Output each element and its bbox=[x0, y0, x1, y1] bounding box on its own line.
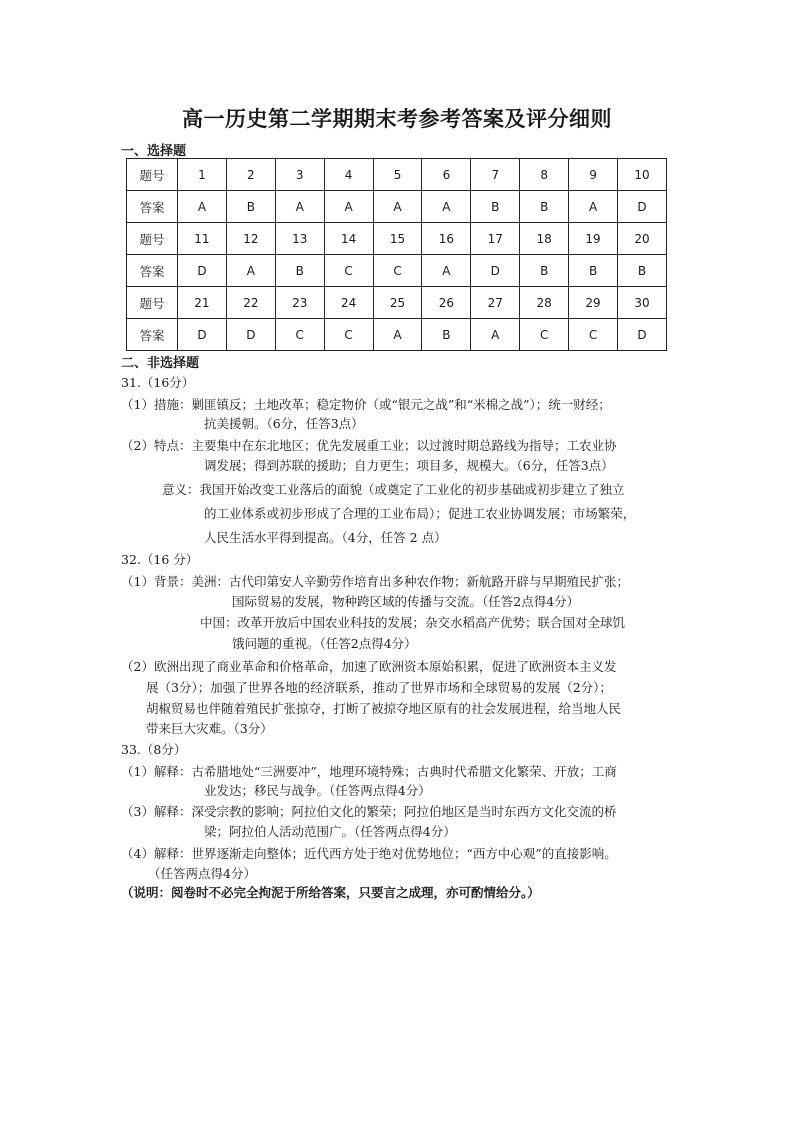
grading-note: （说明：阅卷时不必完全拘泥于所给答案，只要言之成理，亦可酌情给分。） bbox=[121, 885, 540, 900]
table-cell: A bbox=[422, 191, 471, 223]
answer-line: （1）解释：古希腊地处“三洲要冲”，地理环境特殊；古典时代希腊文化繁荣、开放；工商 bbox=[121, 764, 617, 779]
answer-line: （3）解释：深受宗教的影响；阿拉伯文化的繁荣；阿拉伯地区是当时东西方文化交流的桥 bbox=[121, 804, 617, 819]
table-cell: 2 bbox=[226, 159, 275, 191]
table-cell: 15 bbox=[373, 223, 422, 255]
table-row bbox=[127, 287, 667, 319]
table-cell: 20 bbox=[618, 223, 667, 255]
answer-line: （2）特点：主要集中在东北地区；优先发展重工业；以过渡时期总路线为指导；工农业协 bbox=[121, 438, 617, 453]
table-cell: A bbox=[373, 191, 422, 223]
table-cell: 6 bbox=[422, 159, 471, 191]
table-cell: 24 bbox=[324, 287, 373, 319]
table-cell: 22 bbox=[226, 287, 275, 319]
table-cell: C bbox=[373, 255, 422, 287]
table-cell: D bbox=[618, 191, 667, 223]
table-cell: A bbox=[569, 191, 618, 223]
answer-line: （2）欧洲出现了商业革命和价格革命，加速了欧洲资本原始积累，促进了欧洲资本主义发 bbox=[121, 659, 617, 674]
table-cell: C bbox=[275, 319, 324, 351]
table-cell: B bbox=[520, 191, 569, 223]
answer-line: 带来巨大灾难。（3分） bbox=[146, 721, 273, 736]
answer-line: 业发达；移民与战争。（任答两点得4分） bbox=[204, 783, 431, 798]
table-cell: A bbox=[422, 255, 471, 287]
table-cell: 1 bbox=[178, 159, 227, 191]
answer-line: 的工业体系或初步形成了合理的工业布局）；促进工农业协调发展；市场繁荣， bbox=[204, 506, 636, 521]
table-cell: 18 bbox=[520, 223, 569, 255]
answer-line: 梁；阿拉伯人活动范围广。（任答两点得4分） bbox=[204, 824, 456, 839]
table-cell: 8 bbox=[520, 159, 569, 191]
table-cell: 19 bbox=[569, 223, 618, 255]
answer-line: 调发展；得到苏联的援助；自力更生；项目多，规模大。（6分，任答3点） bbox=[204, 458, 614, 473]
answer-line: 意义：我国开始改变工业落后的面貌（或奠定了工业化的初步基础或初步建立了独立 bbox=[162, 482, 625, 497]
answer-line: 抗美援朝。（6分，任答3点） bbox=[204, 416, 364, 431]
table-cell: 17 bbox=[471, 223, 520, 255]
table-cell: 25 bbox=[373, 287, 422, 319]
table-cell: B bbox=[618, 255, 667, 287]
table-cell: D bbox=[178, 255, 227, 287]
table-cell: A bbox=[373, 319, 422, 351]
table-cell: B bbox=[471, 191, 520, 223]
table-cell: C bbox=[324, 319, 373, 351]
section-essay-heading: 二、非选择题 bbox=[121, 356, 200, 371]
table-cell: A bbox=[275, 191, 324, 223]
table-cell: 11 bbox=[178, 223, 227, 255]
table-row bbox=[127, 159, 667, 191]
section-choice-heading: 一、选择题 bbox=[121, 144, 187, 159]
table-row bbox=[127, 223, 667, 255]
table-cell: 23 bbox=[275, 287, 324, 319]
table-cell: 30 bbox=[618, 287, 667, 319]
table-cell: 12 bbox=[226, 223, 275, 255]
table-cell: 7 bbox=[471, 159, 520, 191]
table-cell: 14 bbox=[324, 223, 373, 255]
table-cell: B bbox=[226, 191, 275, 223]
table-cell: A bbox=[471, 319, 520, 351]
table-cell: 27 bbox=[471, 287, 520, 319]
table-cell: B bbox=[422, 319, 471, 351]
table-cell: D bbox=[618, 319, 667, 351]
row-header: 题号 bbox=[127, 287, 178, 319]
answer-line: 中国：改革开放后中国农业科技的发展；杂交水稻高产优势；联合国对全球饥 bbox=[200, 615, 626, 630]
answer-line: （1）背景：美洲：古代印第安人辛勤劳作培育出多种农作物；新航路开辟与早期殖民扩张； bbox=[121, 574, 629, 589]
table-cell: 28 bbox=[520, 287, 569, 319]
table-cell: D bbox=[178, 319, 227, 351]
table-cell: A bbox=[226, 255, 275, 287]
answer-table bbox=[126, 158, 667, 351]
answer-line: 33.（8分） bbox=[121, 742, 187, 757]
table-cell: 21 bbox=[178, 287, 227, 319]
answer-line: 胡椒贸易也伴随着殖民扩张掠夺，打断了被掠夺地区原有的社会发展进程，给当地人民 bbox=[146, 701, 622, 716]
table-cell: 29 bbox=[569, 287, 618, 319]
answer-line: 31.（16分） bbox=[121, 375, 195, 390]
table-cell: C bbox=[324, 255, 373, 287]
table-cell: A bbox=[178, 191, 227, 223]
answer-line: 饿问题的重视。（任答2点得4分） bbox=[232, 636, 417, 651]
answer-line: 人民生活水平得到提高。（4分，任答 2 点） bbox=[204, 530, 447, 545]
table-cell: 26 bbox=[422, 287, 471, 319]
answer-line: 展（3分）；加强了世界各地的经济联系，推动了世界市场和全球贸易的发展（2分）； bbox=[146, 680, 612, 695]
row-header: 答案 bbox=[127, 319, 178, 351]
table-cell: 5 bbox=[373, 159, 422, 191]
table-cell: 3 bbox=[275, 159, 324, 191]
page-title: 高一历史第二学期期末考参考答案及评分细则 bbox=[182, 106, 612, 131]
table-row bbox=[127, 319, 667, 351]
row-header: 题号 bbox=[127, 223, 178, 255]
table-cell: 16 bbox=[422, 223, 471, 255]
table-cell: D bbox=[226, 319, 275, 351]
table-cell: B bbox=[569, 255, 618, 287]
table-cell: D bbox=[471, 255, 520, 287]
table-cell: A bbox=[324, 191, 373, 223]
answer-line: 32.（16 分） bbox=[121, 552, 199, 567]
table-cell: 9 bbox=[569, 159, 618, 191]
answer-line: （1）措施：剿匪镇反；土地改革；稳定物价（或“银元之战”和“米棉之战”）；统一财经； bbox=[121, 397, 611, 412]
table-row bbox=[127, 191, 667, 223]
table-row bbox=[127, 255, 667, 287]
table-cell: B bbox=[520, 255, 569, 287]
table-cell: C bbox=[569, 319, 618, 351]
row-header: 答案 bbox=[127, 191, 178, 223]
answer-line: （任答两点得4分） bbox=[148, 866, 256, 881]
table-cell: 4 bbox=[324, 159, 373, 191]
table-cell: B bbox=[275, 255, 324, 287]
row-header: 题号 bbox=[127, 159, 178, 191]
row-header: 答案 bbox=[127, 255, 178, 287]
table-cell: C bbox=[520, 319, 569, 351]
table-cell: 13 bbox=[275, 223, 324, 255]
answer-line: 国际贸易的发展，物种跨区域的传播与交流。（任答2点得4分） bbox=[232, 594, 580, 609]
table-cell: 10 bbox=[618, 159, 667, 191]
answer-line: （4）解释：世界逐渐走向整体；近代西方处于绝对优势地位；“西方中心观”的直接影响。 bbox=[121, 846, 617, 861]
